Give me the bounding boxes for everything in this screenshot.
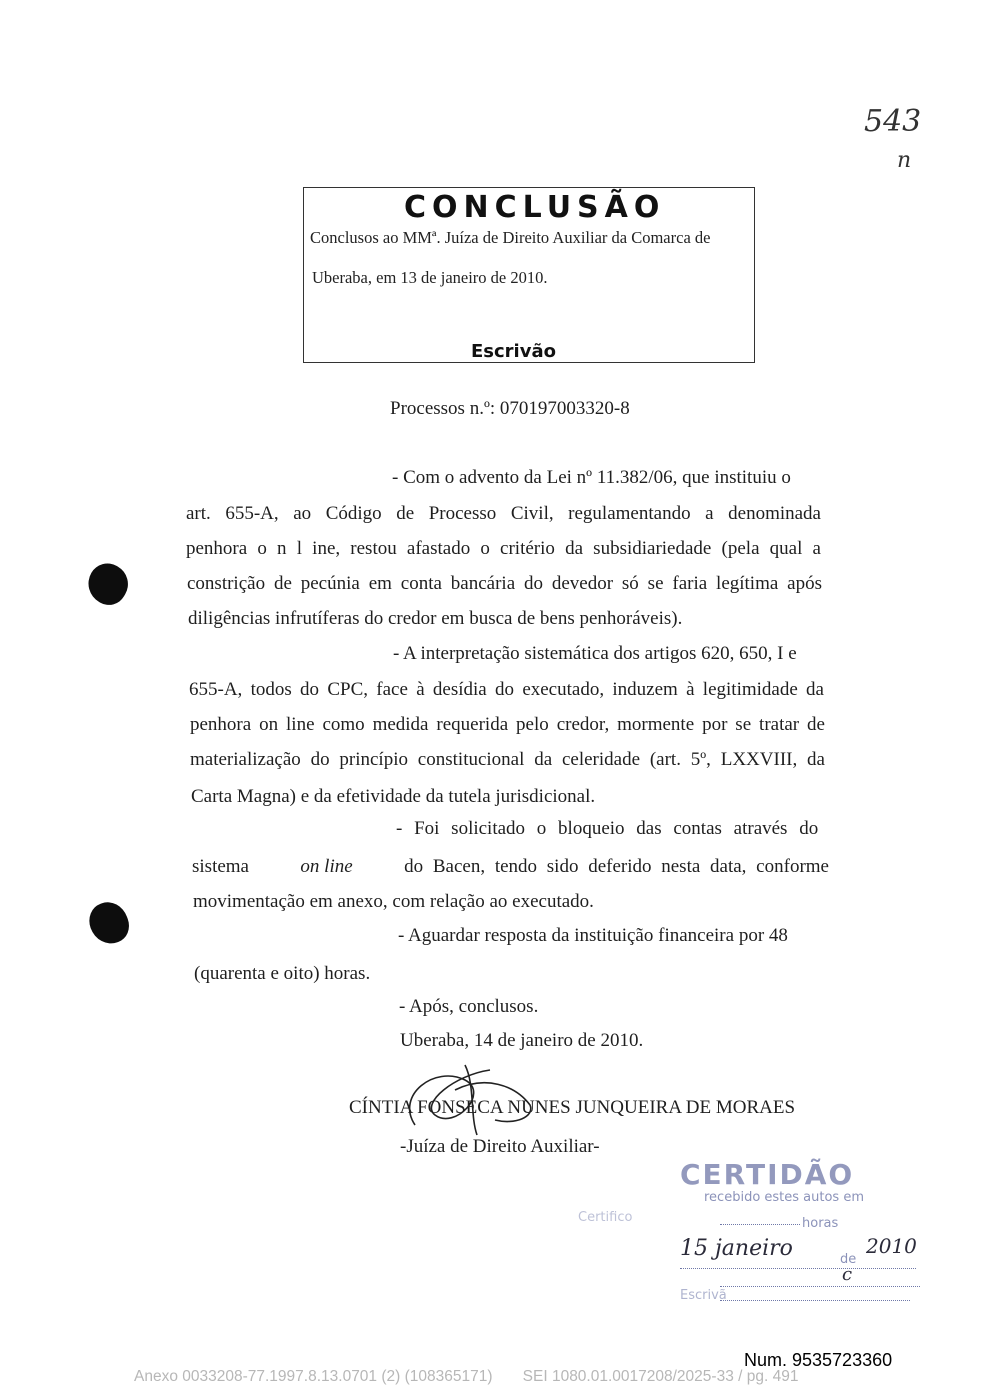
paragraph-2-line-5: Carta Magna) e da efetividade da tutela jurisdicional. [191, 786, 596, 807]
folio-number: 543 [864, 104, 922, 139]
conclusao-line-2: Uberaba, em 13 de janeiro de 2010. [312, 268, 548, 287]
paragraph-2-line-1: - A interpretação sistemática dos artigos 620, 650, I e [393, 643, 797, 664]
paragraph-1-line-4: constrição de pecúnia em conta bancária do devedor só se faria legítima após [187, 573, 822, 594]
paragraph-3-line-1: - Foi solicitado o bloqueio das contas através do [396, 818, 819, 839]
certidao-stamp [570, 1158, 920, 1318]
signer-role: -Juíza de Direito Auxiliar- [400, 1136, 600, 1157]
punch-hole-mark-bottom [84, 897, 134, 949]
stamp-dotted-line-3 [720, 1286, 920, 1287]
stamp-line-4: Escrivã [680, 1288, 727, 1303]
stamp-handwritten-year: 2010 [866, 1234, 917, 1258]
process-number: Processos n.º: 070197003320-8 [390, 398, 630, 419]
paragraph-1-line-1: - Com o advento da Lei nº 11.382/06, que instituiu o [392, 467, 791, 488]
folio-initial: n [897, 148, 912, 173]
stamp-handwritten-mark: c [842, 1264, 853, 1285]
stamp-dotted-line-1 [720, 1224, 800, 1225]
conclusao-title: CONCLUSÃO [404, 190, 666, 225]
footer-annex-info: Anexo 0033208-77.1997.8.13.0701 (2) (108365171) SEI 1080.01.0017208/2025-33 / pg. 491 [134, 1368, 799, 1385]
paragraph-3-line-2-end: do Bacen, tendo sido deferido nesta data, conforme [404, 856, 829, 877]
paragraph-1-line-5: diligências infrutíferas do credor em busca de bens penhoráveis). [188, 608, 683, 629]
paragraph-3-line-2 [192, 856, 829, 878]
paragraph-3-line-2-start: sistema [192, 856, 249, 877]
paragraph-2-line-2: 655-A, todos do CPC, face à desídia do executado, induzem à legitimidade da [189, 679, 824, 700]
paragraph-3-line-3: movimentação em anexo, com relação ao executado. [193, 891, 594, 912]
stamp-title: CERTIDÃO [680, 1158, 855, 1191]
paragraph-1-line-3: penhora o n l ine, restou afastado o critério da subsidiariedade (pela qual a [186, 538, 821, 559]
stamp-line-2: horas [802, 1216, 839, 1231]
stamp-dotted-line-4 [720, 1300, 910, 1301]
paragraph-1-line-2: art. 655-A, ao Código de Processo Civil, regulamentando a denominada [186, 503, 821, 524]
paragraph-4-line-2: (quarenta e oito) horas. [194, 963, 371, 984]
paragraph-5: - Após, conclusos. [399, 996, 539, 1017]
footer-document-number: Num. 9535723360 [744, 1350, 893, 1370]
punch-hole-mark-top [81, 557, 136, 612]
signer-name: CÍNTIA FONSECA NUNES JUNQUEIRA DE MORAES [349, 1097, 796, 1118]
escrivao-label: Escrivão [471, 341, 556, 362]
paragraph-2-line-3: penhora on line como medida requerida pelo credor, mormente por se tratar de [190, 714, 825, 735]
stamp-handwritten-date: 15 janeiro [680, 1236, 793, 1261]
paragraph-2-line-4: materialização do princípio constitucional da celeridade (art. 5º, LXXVIII, da [190, 749, 825, 770]
paragraph-4-line-1: - Aguardar resposta da instituição financeira por 48 [398, 925, 788, 946]
stamp-line-3-de: de [840, 1252, 857, 1267]
stamp-dotted-line-2 [680, 1268, 916, 1269]
conclusao-line-1: Conclusos ao MMª. Juíza de Direito Auxiliar da Comarca de [310, 228, 711, 247]
stamp-line-1-start: Certifico [578, 1210, 633, 1225]
paragraph-3-line-2-emphasis: on line [300, 856, 353, 877]
stamp-line-1-end: recebido estes autos em [704, 1190, 864, 1205]
closing-date: Uberaba, 14 de janeiro de 2010. [400, 1030, 644, 1051]
